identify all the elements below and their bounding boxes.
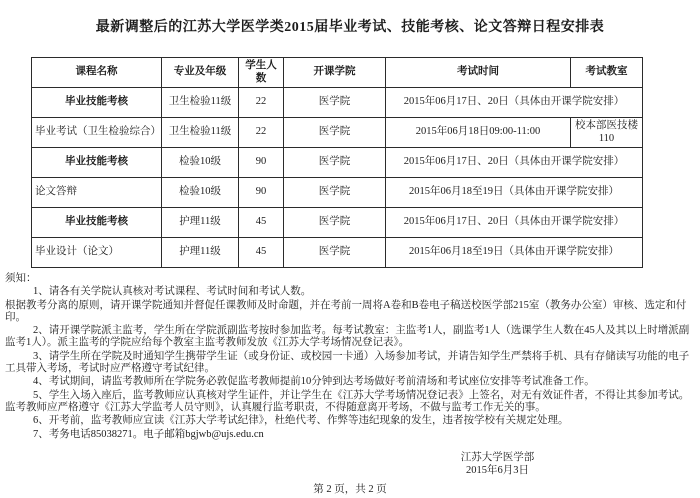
note-item-1: 1、请各有关学院认真核对考试课程、考试时间和考试人数。 (33, 286, 312, 298)
note-item-7: 7、考务电话85038271。电子邮箱bgjwb@ujs.edu.cn (33, 428, 264, 440)
page-footer: 第 2 页，共 2 页 (313, 483, 387, 495)
course-cell: 毕业技能考核 (32, 148, 162, 178)
col-header-room: 考试教室 (571, 58, 643, 88)
count-cell: 22 (239, 118, 284, 148)
table-row (32, 148, 643, 178)
count-cell: 45 (239, 238, 284, 268)
count-cell: 45 (239, 208, 284, 238)
col-header-count: 学生人数 (239, 58, 284, 88)
major-cell: 检验10级 (162, 148, 239, 178)
col-header-major: 专业及年级 (162, 58, 239, 88)
time-cell: 2015年06月18至19日（具体由开课学院安排） (386, 178, 643, 208)
note-item-4: 4、考试期间，请监考教师所在学院务必敦促监考教师提前10分钟到达考场做好考前清场和考试座位安排等考试准备工作。 (33, 376, 595, 388)
time-cell: 2015年06月18至19日（具体由开课学院安排） (386, 238, 643, 268)
course-cell: 毕业技能考核 (32, 88, 162, 118)
course-cell: 毕业设计（论文） (32, 238, 162, 268)
notes-heading: 须知： (5, 273, 37, 284)
time-cell: 2015年06月17日、20日（具体由开课学院安排） (386, 208, 643, 238)
col-header-course: 课程名称 (32, 58, 162, 88)
major-cell: 护理11级 (162, 208, 239, 238)
table-row (32, 178, 643, 208)
room-cell: 校本部医技楼110 (571, 118, 643, 148)
count-cell: 90 (239, 178, 284, 208)
schedule-table (31, 57, 643, 268)
time-cell: 2015年06月17日、20日（具体由开课学院安排） (386, 88, 643, 118)
major-cell: 卫生检验11级 (162, 88, 239, 118)
note-item-2: 2、请开课学院派主监考，学生所在学院派副监考按时参加监考。每考试教室：主监考1人，副监考1人（选课学生人数在45人及其以上时增派副监考1人）。派主监考的学院应给每个教室主监考教师发放《江苏大学考场情况登记表》。 (5, 325, 690, 349)
table-row (32, 208, 643, 238)
course-cell: 论文答辩 (32, 178, 162, 208)
course-cell: 毕业技能考核 (32, 208, 162, 238)
major-cell: 护理11级 (162, 238, 239, 268)
table-row (32, 238, 643, 268)
note-item-5: 5、学生入场入座后，监考教师应认真核对学生证件，并让学生在《江苏大学考场情况登记表》上签名，对无有效证件者，不得让其参加考试。监考教师应严格遵守《江苏大学监考人员守则》，认真履行监考职责，不得随意离开考场，不做与监考工作无关的事。 (5, 389, 690, 413)
count-cell: 22 (239, 88, 284, 118)
note-item-exam-separation: 根据教考分离的原则，请开课学院通知并督促任课教师及时命题，并在考前一周将A卷和B卷电子稿送校医学部215室（教务办公室）审核、选定和付印。 (5, 299, 687, 323)
time-cell: 2015年06月18日09:00-11:00 (386, 118, 571, 148)
note-item-6: 6、开考前，监考教师应宣读《江苏大学考试纪律》，杜绝代考、作弊等违纪现象的发生，违者按学校有关规定处理。 (33, 415, 569, 427)
table-row (32, 118, 643, 148)
notes-section (5, 273, 696, 441)
major-cell: 检验10级 (162, 178, 239, 208)
col-header-college: 开课学院 (284, 58, 386, 88)
note-item-3: 3、请学生所在学院及时通知学生携带学生证（或身份证、或校园一卡通）入场参加考试，并请告知学生严禁将手机、具有存储读写功能的电子工具带入考场，考试时应严格遵守考试纪律。 (5, 350, 690, 375)
college-cell: 医学院 (284, 238, 386, 268)
course-cell: 毕业考试（卫生检验综合） (32, 118, 162, 148)
college-cell: 医学院 (284, 148, 386, 178)
college-cell: 医学院 (284, 178, 386, 208)
time-cell: 2015年06月17日、20日（具体由开课学院安排） (386, 148, 643, 178)
college-cell: 医学院 (284, 118, 386, 148)
document-title: 最新调整后的江苏大学医学类2015届毕业考试、技能考核、论文答辩日程安排表 (95, 20, 605, 35)
signature-date: 2015年6月3日 (466, 464, 529, 476)
signature-block (415, 451, 580, 477)
college-cell: 医学院 (284, 88, 386, 118)
count-cell: 90 (239, 148, 284, 178)
major-cell: 卫生检验11级 (162, 118, 239, 148)
table-header-row (32, 58, 643, 88)
col-header-time: 考试时间 (386, 58, 571, 88)
college-cell: 医学院 (284, 208, 386, 238)
table-row (32, 88, 643, 118)
signature-org: 江苏大学医学部 (460, 451, 535, 463)
